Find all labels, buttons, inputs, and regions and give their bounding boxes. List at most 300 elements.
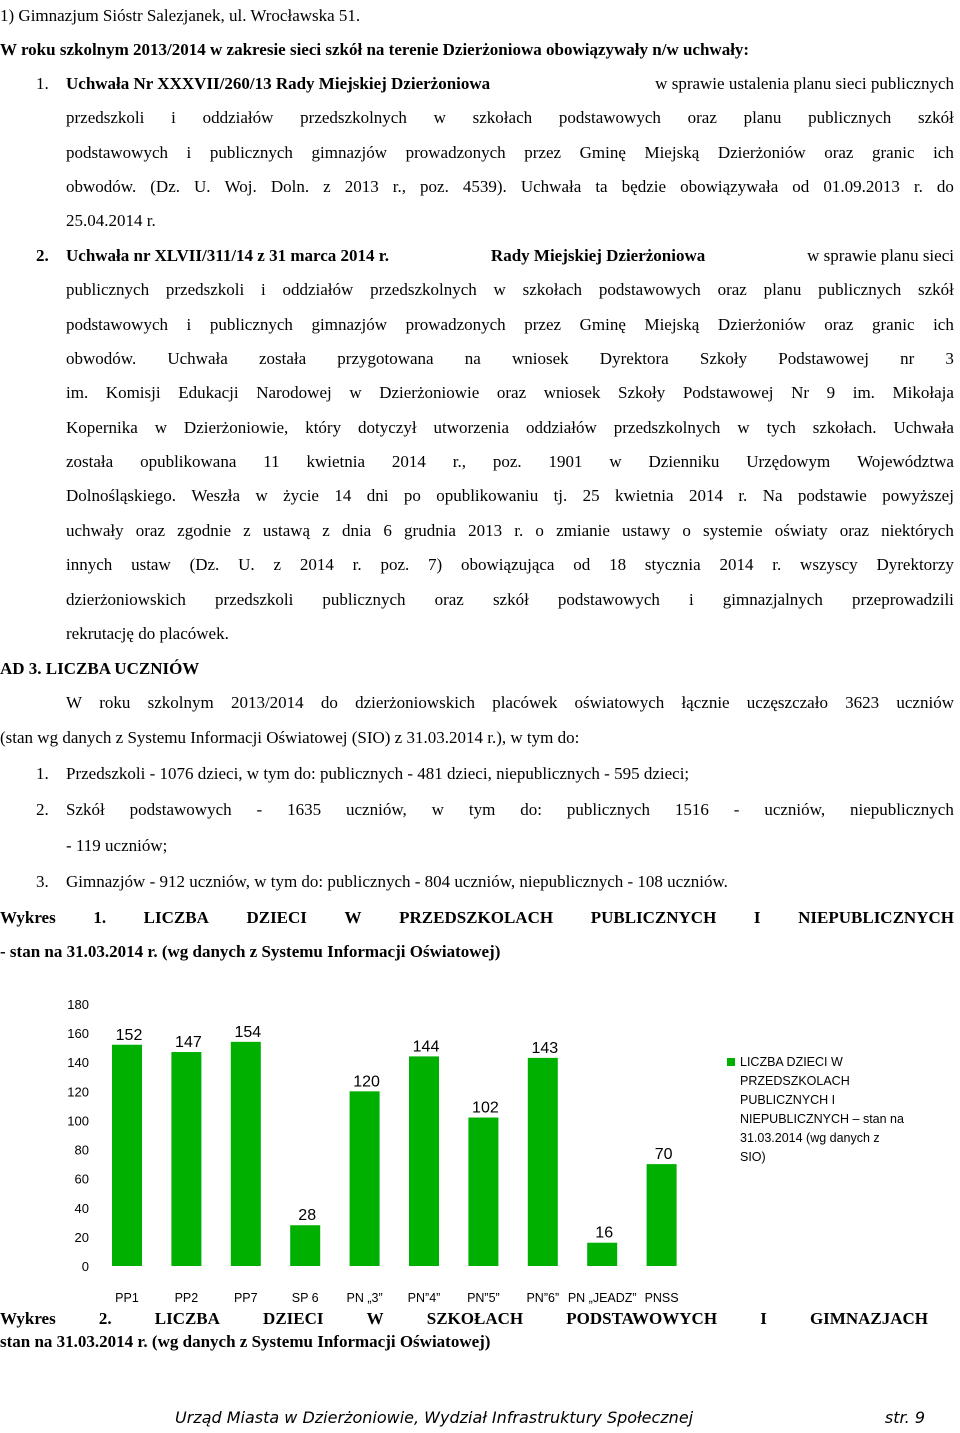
item1-lead: Uchwała Nr XXXVII/260/13 Rady Miejskiej Dzierżoniowa (66, 74, 491, 93)
word: 2014 (299, 555, 334, 574)
word: z (322, 521, 330, 540)
word: wniosek (511, 349, 569, 368)
word: szkół (492, 590, 529, 609)
word: 1516 (674, 800, 709, 819)
word: i (186, 315, 192, 334)
footer-page-number: str. 9 (884, 1408, 925, 1427)
word: podstawowych (557, 590, 660, 609)
word: przedszkolnych (613, 418, 721, 437)
word: Gminę (579, 315, 626, 334)
bar (647, 1164, 677, 1266)
word: i (171, 108, 176, 127)
data-label: 152 (115, 1026, 143, 1044)
word: ta (595, 177, 608, 196)
legend-swatch (727, 1058, 735, 1066)
word: oraz (824, 143, 854, 162)
word: oświaty (774, 521, 828, 540)
item2-line9 (66, 521, 954, 541)
word: przeprowadzili (851, 590, 954, 609)
word: Wykres (0, 908, 56, 927)
word: 9 (826, 383, 836, 402)
bar (290, 1225, 320, 1266)
word: z (273, 555, 282, 574)
word: po (403, 486, 421, 505)
word: Na (762, 486, 783, 505)
list-item-1-text: Przedszkoli - 1076 dzieci, w tym do: publicznych - 481 dzieci, niepublicznych - 595 dzieci; (66, 764, 690, 783)
word: granic (872, 143, 915, 162)
word: 4539). (462, 177, 507, 196)
chart1-caption-line2: - stan na 31.03.2014 r. (wg danych z Systemu Informacji Oświatowej) (0, 942, 501, 961)
word: gimnazjów (311, 315, 388, 334)
word: łącznie (681, 693, 730, 712)
word: niektórych (881, 521, 954, 540)
word: Gminę (579, 143, 626, 162)
word: im. (852, 383, 875, 402)
item1-line3 (66, 143, 954, 163)
word: 2014 (391, 452, 426, 471)
word: Komisji (105, 383, 161, 402)
word: r. (738, 486, 748, 505)
word: Dzierżoniowie, (183, 418, 289, 437)
word: NIEPUBLICZNYCH (798, 908, 954, 927)
word: szkołach (472, 108, 533, 127)
word: oraz (434, 590, 464, 609)
word: który (305, 418, 342, 437)
item2-line2 (66, 280, 954, 300)
list-item-1-number: 1. (36, 764, 49, 783)
word: Kopernika (66, 418, 138, 437)
word: placówek (492, 693, 558, 712)
list-item-2-number: 2. (36, 800, 49, 819)
word: oraz (824, 315, 854, 334)
word: podstawowych (129, 800, 232, 819)
y-tick-label: 160 (67, 1026, 89, 1042)
word: Podstawowej (682, 383, 774, 402)
word: publicznych (66, 280, 150, 299)
word: do (936, 177, 954, 196)
word: 2013 (468, 521, 503, 540)
word: ich (933, 143, 954, 162)
word: od (792, 177, 810, 196)
page-footer (175, 1408, 925, 1427)
y-tick-label: 40 (74, 1200, 89, 1216)
word: Miejską (644, 143, 700, 162)
word: oraz (687, 108, 717, 127)
word: GIMNAZJACH (809, 1309, 928, 1328)
word: utworzenia (433, 418, 510, 437)
word: kwietnia (615, 486, 674, 505)
word: Szkół (66, 800, 105, 819)
word: Uchwała (520, 177, 582, 196)
word: Szkoły (699, 349, 748, 368)
word: 7) (428, 555, 443, 574)
word: Dzienniku (648, 452, 720, 471)
word: przedszkoli (214, 590, 294, 609)
word: Miejską (644, 315, 700, 334)
item2-line3 (66, 315, 954, 335)
data-label: 143 (531, 1039, 559, 1057)
word: 25 (582, 486, 600, 505)
word: uczniów, (764, 800, 826, 819)
word: i (688, 590, 694, 609)
word: - (256, 800, 263, 819)
word: gimnazjalnych (722, 590, 823, 609)
word: r. (913, 177, 923, 196)
bar (528, 1058, 558, 1266)
word: podstawowych (598, 280, 701, 299)
word: Szkoły (618, 383, 666, 402)
word: obowiązywała (680, 177, 779, 196)
word: o (535, 521, 544, 540)
item2-line8 (66, 486, 954, 506)
word: przez (524, 143, 562, 162)
word: obwodów. (66, 349, 137, 368)
item2-line7 (66, 452, 954, 472)
word: Województwa (857, 452, 954, 471)
y-tick-label: 100 (67, 1113, 89, 1129)
word: granic (872, 315, 915, 334)
word: 18 (609, 555, 627, 574)
y-tick-label: 140 (67, 1055, 89, 1071)
word: Uchwała (893, 418, 954, 437)
school-heading: 1) Gimnazjum Sióstr Salezjanek, ul. Wrocławska 51. (0, 6, 361, 25)
word: przez (524, 315, 562, 334)
word: gimnazjów (311, 143, 388, 162)
word: Narodowej (256, 383, 332, 402)
word: LICZBA (154, 1309, 220, 1328)
word: prowadzonych (405, 143, 506, 162)
word: 6 (383, 521, 392, 540)
y-tick-label: 20 (74, 1229, 89, 1245)
word: oddziałów (282, 280, 354, 299)
word: w (431, 800, 444, 819)
word: SZKOŁACH (426, 1309, 524, 1328)
data-label: 16 (595, 1224, 614, 1242)
word: tym (468, 800, 496, 819)
word: poz. (380, 555, 410, 574)
word: uczęszczało (746, 693, 828, 712)
word: podstawowych (66, 143, 168, 162)
word: DZIECI (246, 908, 307, 927)
x-category-label: PNSS (644, 1291, 679, 1305)
word: 2. (98, 1309, 112, 1328)
data-label: 102 (472, 1099, 499, 1117)
word: roku (99, 693, 131, 712)
item2-line4 (66, 349, 954, 369)
word: r. (352, 555, 362, 574)
word: stycznia (644, 555, 701, 574)
word: Urzędowym (746, 452, 831, 471)
word: szkół (918, 280, 954, 299)
word: Doln. (270, 177, 310, 196)
word: tych (766, 418, 796, 437)
word: W (366, 1309, 384, 1328)
word: w (154, 418, 167, 437)
word: - (733, 800, 740, 819)
word: dzierżoniowskich (355, 693, 475, 712)
bar (587, 1243, 617, 1266)
word: oraz (717, 280, 747, 299)
word: zgodnie (177, 521, 231, 540)
x-category-label: PP1 (115, 1291, 139, 1305)
bar (409, 1056, 439, 1266)
word: w (493, 280, 506, 299)
word: przedszkolnych (300, 108, 407, 127)
word: wniosek (543, 383, 601, 402)
word: zmianie (556, 521, 610, 540)
word: 3623 (845, 693, 880, 712)
x-category-label: PP7 (233, 1291, 258, 1305)
legend-line-5: 31.03.2014 (wg danych z (740, 1131, 880, 1145)
item2-lead: Uchwała nr XLVII/311/14 z 31 marca 2014 r. (66, 246, 390, 265)
word: obowiązująca (461, 555, 555, 574)
legend-line-4: NIEPUBLICZNYCH – stan na (740, 1112, 904, 1126)
bar (350, 1091, 380, 1266)
word: im. (66, 383, 89, 402)
item1-line2 (66, 108, 954, 128)
word: systemie (703, 521, 763, 540)
word: (Dz. (150, 177, 180, 196)
word: ustawy (622, 521, 671, 540)
word: obwodów. (66, 177, 137, 196)
word: Uchwała (167, 349, 228, 368)
word: r., (392, 177, 406, 196)
x-category-label: PP2 (174, 1291, 199, 1305)
word: 11 (263, 452, 280, 471)
word: PODSTAWOWYCH (566, 1309, 718, 1328)
item2-number: 2. (36, 246, 49, 265)
item2-line1: Uchwała nr XLVII/311/14 z 31 marca 2014 r. Rady Miejskiej Dzierżoniowa w sprawie planu sieci (66, 246, 954, 265)
word: z (323, 177, 331, 196)
word: (Dz. (189, 555, 220, 574)
word: uchwały (66, 521, 124, 540)
word: r. (772, 555, 782, 574)
item2-line5 (66, 383, 954, 403)
word: oddziałów (525, 418, 597, 437)
word: U. (238, 555, 255, 574)
word: Nr (791, 383, 810, 402)
word: Podstawowej (778, 349, 869, 368)
students-paragraph-line1 (66, 693, 954, 713)
chart2-caption-line1 (0, 1309, 928, 1329)
word: przedszkolnych (370, 280, 477, 299)
word: uczniów (896, 693, 954, 712)
word: i (186, 143, 192, 162)
word: będzie (621, 177, 667, 196)
word: ustaw (131, 555, 171, 574)
word: dnia (341, 521, 372, 540)
word: oraz (135, 521, 166, 540)
word: dzierżoniowskich (66, 590, 186, 609)
word: w (737, 418, 750, 437)
word: Wykres (0, 1309, 56, 1328)
word: przedszkoli (165, 280, 245, 299)
word: 3 (945, 349, 954, 368)
x-category-label: PN”6” (526, 1291, 560, 1305)
word: Edukacji (178, 383, 239, 402)
word: I (760, 1309, 767, 1328)
students-paragraph-line2: (stan wg danych z Systemu Informacji Oświatowej (SIO) z 31.03.2014 r.), w tym do: (0, 728, 580, 747)
item1-line5: 25.04.2014 r. (66, 211, 156, 230)
word: poz. (492, 452, 522, 471)
word: została (66, 452, 114, 471)
item1-line4 (66, 177, 954, 197)
y-tick-label: 60 (74, 1171, 89, 1187)
footer-office: Urząd Miasta w Dzierżoniowie, Wydział Infrastruktury Społecznej (175, 1408, 694, 1427)
word: publicznych (566, 800, 650, 819)
x-category-label: SP 6 (291, 1291, 319, 1305)
word: publicznych (818, 280, 902, 299)
word: powyższej (882, 486, 954, 505)
word: dotyczył (358, 418, 417, 437)
word: oraz (839, 521, 869, 540)
word: 2013/2014 (230, 693, 304, 712)
bar (112, 1045, 142, 1266)
word: życie (283, 486, 319, 505)
bar (468, 1118, 498, 1266)
word: oświatowych (574, 693, 665, 712)
y-tick-label: 80 (74, 1142, 89, 1158)
data-label: 70 (654, 1146, 673, 1164)
word: z (243, 521, 251, 540)
word: przedszkoli (66, 108, 145, 127)
word: prowadzonych (405, 315, 506, 334)
legend-line-2: PRZEDSZKOLACH (740, 1074, 850, 1088)
chart1-caption-line1 (0, 908, 954, 928)
word: 2014 (719, 555, 754, 574)
word: kwietnia (306, 452, 366, 471)
y-tick-label: 0 (81, 1259, 89, 1274)
word: od (573, 555, 591, 574)
word: PUBLICZNYCH (590, 908, 717, 927)
legend-line-3: PUBLICZNYCH I (740, 1093, 836, 1107)
word: DZIECI (263, 1309, 324, 1328)
word: oddziałów (202, 108, 274, 127)
word: szkół (918, 108, 954, 127)
word: podstawowych (558, 108, 661, 127)
word: w (609, 452, 622, 471)
word: niepublicznych (850, 800, 954, 819)
word: 1. (93, 908, 107, 927)
data-label: 147 (175, 1034, 202, 1052)
bar (171, 1052, 201, 1266)
word: wszyscy (800, 555, 858, 574)
x-category-label: PN”5” (467, 1291, 500, 1305)
word: 2013 (344, 177, 379, 196)
list-item-3-text: Gimnazjów - 912 uczniów, w tym do: publicznych - 804 uczniów, niepublicznych - 108 uczniów. (66, 872, 728, 891)
data-label: 120 (353, 1073, 380, 1091)
chart2-caption-line2: stan na 31.03.2014 r. (wg danych z Systemu Informacji Oświatowej) (0, 1332, 491, 1351)
word: planu (743, 108, 782, 127)
word: podstawowych (66, 315, 168, 334)
word: opublikowana (140, 452, 237, 471)
word: Dyrektorzy (876, 555, 954, 574)
word: r. (514, 521, 524, 540)
x-category-label: PN „3” (346, 1291, 383, 1305)
word: uczniów, (346, 800, 407, 819)
section-heading-ad3: AD 3. LICZBA UCZNIÓW (0, 659, 200, 678)
word: w (433, 108, 446, 127)
item2-line12: rekrutację do placówek. (66, 624, 229, 643)
word: Dzierżoniów (717, 143, 806, 162)
item1-line1: Uchwała Nr XXXVII/260/13 Rady Miejskiej Dzierżoniowa w sprawie ustalenia planu sieci publicznych (66, 74, 954, 93)
word: szkolnym (147, 693, 214, 712)
word: Dyrektora (599, 349, 669, 368)
word: 1901 (548, 452, 583, 471)
x-category-label: PN”4” (407, 1291, 441, 1305)
word: W (344, 908, 362, 927)
word: 01.09.2013 (823, 177, 900, 196)
word: W (66, 693, 83, 712)
word: r., (452, 452, 466, 471)
word: publicznych (808, 108, 892, 127)
bar (231, 1042, 261, 1266)
word: 14 (334, 486, 352, 505)
word: do: (520, 800, 542, 819)
word: o (682, 521, 691, 540)
word: w (255, 486, 268, 505)
word: poz. (420, 177, 449, 196)
word: Mikołaja (892, 383, 954, 402)
word: Weszła (191, 486, 241, 505)
word: dni (366, 486, 389, 505)
word: została (258, 349, 307, 368)
word: podstawie (797, 486, 867, 505)
word: grudnia (404, 521, 456, 540)
word: publicznych (322, 590, 406, 609)
word: U. (194, 177, 211, 196)
word: I (753, 908, 761, 927)
word: szkołach (522, 280, 583, 299)
word: w (349, 383, 362, 402)
legend-line-6: SIO) (740, 1150, 766, 1164)
word: przygotowana (337, 349, 434, 368)
x-category-label: PN „JEADZ” (567, 1291, 637, 1305)
word: PRZEDSZKOLACH (399, 908, 554, 927)
word: 2014 (688, 486, 723, 505)
word: do (320, 693, 338, 712)
word: publicznych (209, 143, 293, 162)
word: i (260, 280, 266, 299)
word: tj. (553, 486, 568, 505)
item2-line11 (66, 590, 954, 610)
item1-number: 1. (36, 74, 49, 93)
list-item-2-continuation: - 119 uczniów; (66, 836, 168, 855)
data-label: 154 (234, 1023, 262, 1041)
word: LICZBA (143, 908, 209, 927)
word: oraz (496, 383, 527, 402)
word: na (464, 349, 481, 368)
word: Dolnośląskiego. (66, 486, 177, 505)
legend-line-1: LICZBA DZIECI W (740, 1055, 843, 1069)
item2-line10 (66, 555, 954, 575)
chart-legend (740, 1053, 940, 1167)
word: Dzierżoniów (717, 315, 806, 334)
word: innych (66, 555, 113, 574)
y-tick-label: 120 (67, 1084, 89, 1100)
data-label: 144 (412, 1038, 440, 1056)
word: ich (933, 315, 954, 334)
word: Dzierżoniowie (379, 383, 480, 402)
word: nr (900, 349, 915, 368)
y-tick-label: 180 (67, 997, 89, 1012)
word: publicznych (209, 315, 293, 334)
word: opublikowaniu (436, 486, 539, 505)
list-item-2-text (66, 800, 954, 820)
word: Woj. (224, 177, 257, 196)
word: 1635 (287, 800, 322, 819)
word: szkołach. (812, 418, 877, 437)
